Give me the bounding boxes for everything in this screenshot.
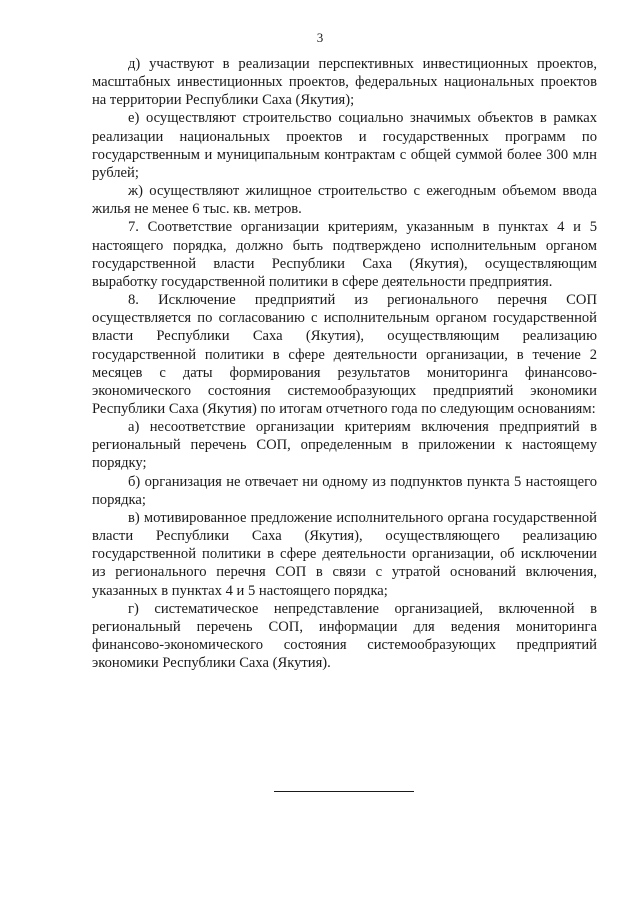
paragraph-item-v: в) мотивированное предложение исполнительного органа государственной власти Республики Саха (Якутия), осуществляющего реализацию государственной политики в сфере деятельности организации, об исключении из регионального перечня СОП в связи с утратой оснований включения, указанных в пунктах 4 и 5 настоящего порядка; [92,509,597,599]
paragraph-clause-7: 7. Соответствие организации критериям, указанным в пунктах 4 и 5 настоящего порядка, должно быть подтверждено исполнительным органом государственной власти Республики Саха (Якутия), осуществляющим выработку государственной политики в сфере деятельности предприятия. [92,219,597,290]
paragraph-item-a: а) несоответствие организации критериям включения предприятий в региональный перечень СОП, определенным в приложении к настоящему порядку; [92,419,597,472]
paragraph-item-b: б) организация не отвечает ни одному из подпунктов пункта 5 настоящего порядка; [92,473,597,508]
end-of-text-divider [274,791,414,792]
paragraph-item-zh: ж) осуществляют жилищное строительство с ежегодным объемом ввода жилья не менее 6 тыс. кв. метров. [92,183,597,218]
paragraph-item-e: е) осуществляют строительство социально значимых объектов в рамках реализации национальных проектов и государственных программ по государственным и муниципальным контрактам с общей суммой более 300 млн рублей; [92,110,597,181]
paragraph-item-g: г) систематическое непредставление организацией, включенной в региональный перечень СОП, информации для ведения мониторинга финансово-экономического состояния системообразующих предприятий экономики Республики Саха (Якутия). [92,600,597,672]
page-number: 3 [316,30,324,45]
paragraph-clause-8: 8. Исключение предприятий из регионального перечня СОП осуществляется по согласованию с исполнительным органом государственной власти Республики Саха (Якутия), осуществляющим реализацию государственной политики в сфере деятельности организации, в течение 2 месяцев с даты формирования результатов мониторинга финансово-экономического состояния системообразующих предприятий экономики Республики Саха (Якутия) по итогам отчетного года по следующим основаниям: [92,292,597,417]
document-body [92,55,597,672]
paragraph-item-d: д) участвуют в реализации перспективных инвестиционных проектов, масштабных инвестиционных проектов, федеральных национальных проектов на территории Республики Саха (Якутия); [92,56,597,109]
